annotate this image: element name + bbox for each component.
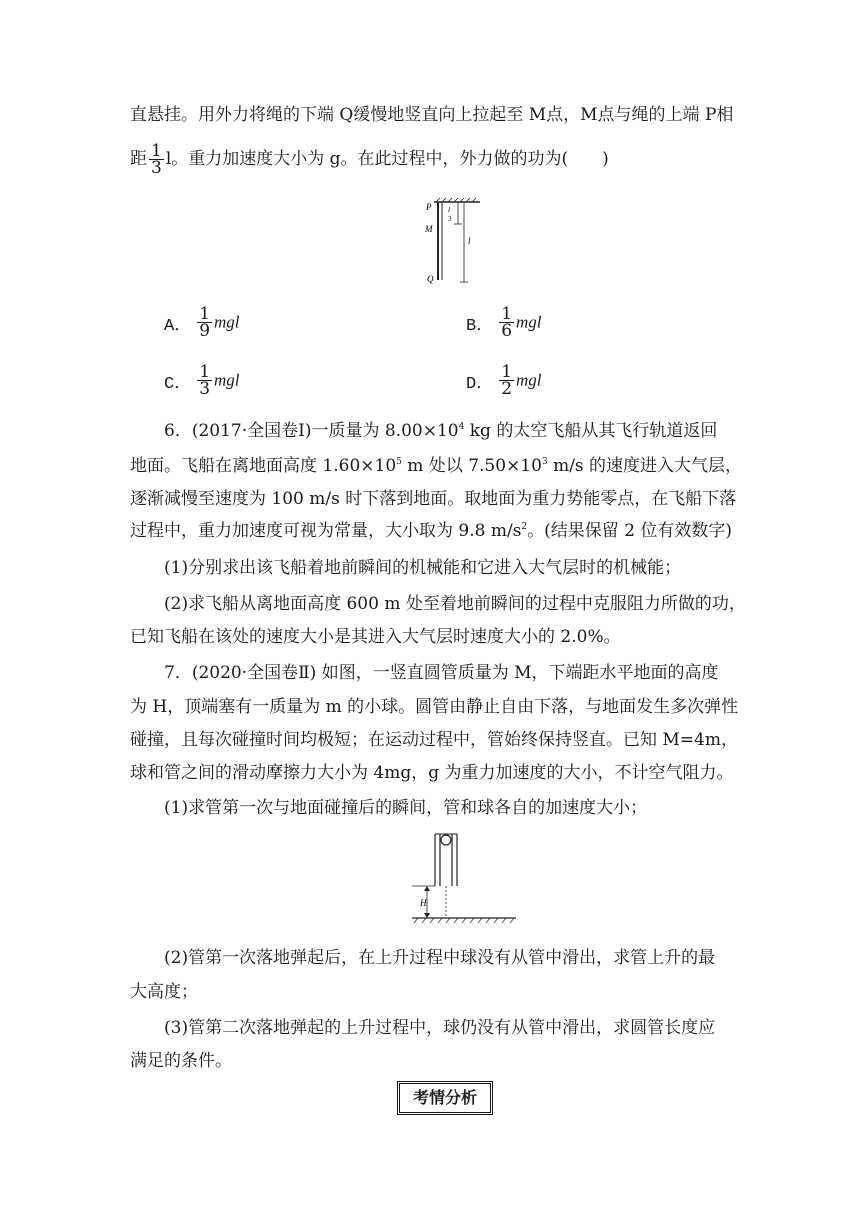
label-q: Q — [427, 274, 434, 284]
q6-sub1: (1)分别求出该飞船着地前瞬间的机械能和它进入大气层时的机械能； — [164, 558, 682, 578]
option-c[interactable]: C． $\frac{1}{3}$ mgl — [164, 362, 240, 399]
rope-figure — [420, 198, 490, 288]
q7-sub2-line1: (2)管第一次落地弹起后，在上升过程中球没有从管中滑出，求管上升的最 — [164, 948, 716, 968]
q7-line3: 碰撞，且每次碰撞时间均极短；在运动过程中，管始终保持竖直。已知 M=4m， — [130, 730, 738, 750]
q6-line1: 6．(2017·全国卷Ⅰ)一质量为 $8.00\times 10^4$ kg 的太空飞船从其飞行轨道返回 — [164, 421, 718, 441]
option-b[interactable]: B． $\frac{1}{6}$ mgl — [466, 304, 542, 341]
q7-sub3-line2: 满足的条件。 — [130, 1051, 232, 1071]
q7-sub3-line1: (3)管第二次落地弹起的上升过程中，球仍没有从管中滑出，求圆管长度应 — [164, 1018, 716, 1038]
q7-line4: 球和管之间的滑动摩擦力大小为 4mg，g 为重力加速度的大小，不计空气阻力。 — [130, 763, 734, 783]
q7-sub2-line2: 大高度； — [130, 982, 198, 1002]
q6-sub2-line2: 已知飞船在该处的速度大小是其进入大气层时速度大小的 2.0%。 — [130, 627, 621, 647]
q7-line1: 7．(2020·全国卷Ⅱ) 如图，一竖直圆管质量为 M，下端距水平地面的高度 — [164, 663, 719, 683]
q5-line2-suffix: l。重力加速度大小为 g。在此过程中，外力做的功为( ) — [165, 149, 609, 169]
label-l: l — [468, 236, 471, 246]
label-p: P — [426, 202, 432, 212]
q5-line2-prefix: 距 — [130, 149, 147, 169]
q5-text-line2 — [130, 143, 609, 176]
label-h: H — [420, 898, 427, 908]
q6-line2: 地面。飞船在离地面高度 $1.60\times 10^5$ m 处以 $7.50\times 10^3$ m/s 的速度进入大气层， — [130, 456, 743, 476]
q5-fraction: $\frac{1}{3}$ — [151, 141, 162, 178]
ball-icon — [441, 835, 451, 845]
section-title-box: 考情分析 — [397, 1081, 493, 1115]
option-d[interactable]: D． $\frac{1}{2}$ mgl — [466, 362, 542, 399]
q5-text-line1: 直悬挂。用外力将绳的下端 Q缓慢地竖直向上拉起至 M点，M点与绳的上端 P相 — [130, 105, 734, 125]
option-a[interactable]: A． $\frac{1}{9}$ mgl — [164, 304, 240, 341]
q6-line3: 逐渐减慢至速度为 100 m/s 时下落到地面。取地面为重力势能零点，在飞船下落 — [130, 489, 737, 509]
q7-sub1: (1)求管第一次与地面碰撞后的瞬间，管和球各自的加速度大小； — [164, 798, 648, 818]
label-m: M — [425, 224, 433, 234]
q6-sub2-line1: (2)求飞船从离地面高度 600 m 处至着地前瞬间的过程中克服阻力所做的功， — [164, 594, 746, 614]
q7-line2: 为 H，顶端塞有一质量为 m 的小球。圆管由静止自由下落，与地面发生多次弹性 — [130, 697, 739, 717]
tube-figure — [406, 828, 526, 928]
label-l3-den: 3 — [448, 215, 452, 223]
label-l3: l — [448, 206, 450, 214]
q6-line4: 过程中，重力加速度可视为常量，大小取为 9.8 $m/s^2$。(结果保留 2 位有效数字) — [130, 521, 733, 541]
